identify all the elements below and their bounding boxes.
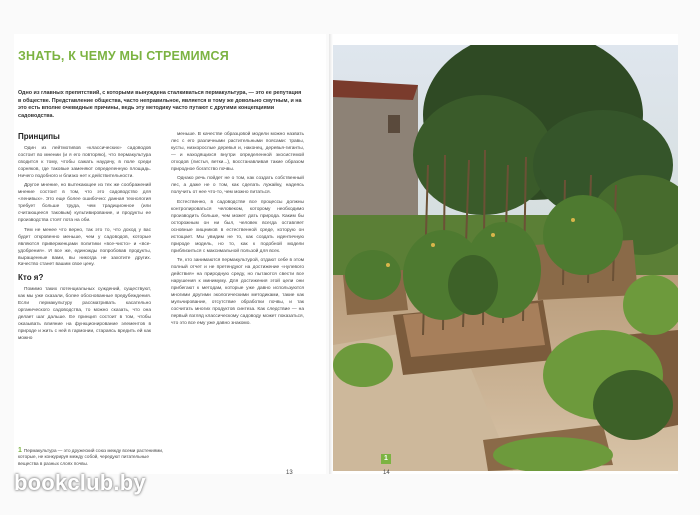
text-column-2 xyxy=(171,132,304,330)
footnote-marker: 1 xyxy=(18,447,22,454)
paragraph: Тем не менее что верно, так это то, что доход у вас будет откровенно меньше, чем у садоводов, которые являются приверженцами политики «все-чисто» и «все-удобрения». И все же, единожды попробовав продукты, выращенные вами, вы никогда не захотите других. Качество станет вашим свое цену. xyxy=(18,227,151,268)
section-heading-principles: Принципы xyxy=(18,132,60,141)
garden-photo xyxy=(333,45,678,471)
left-page xyxy=(14,34,326,474)
page-title: ЗНАТЬ, К ЧЕМУ МЫ СТРЕМИМСЯ xyxy=(18,49,229,63)
paragraph: Помимо таких потенциальных суждений, существуют, как мы уже сказали, более обоснованные предубеждения. Если пермакультуру рассматривать касательно органического садоводства, то можно сказать, что она делает шаг дальше. Ее принцип состоит в том, чтобы оказывать влияние на функционирование элементов в природе и жить с ней в гармонии, стараясь вредить ей как можно xyxy=(18,287,151,341)
garden-illustration xyxy=(333,45,678,471)
paragraph: Другое мнение, но вытекающее из тех же соображений мнение состоит в том, что это садоводство для «ленивых». Это еще более ошибочно: данная технология требует больше труда, чем традиционное (или считающееся таковым) культивирование, и продукты ее производства стоят пота на оби. xyxy=(18,183,151,223)
lead-paragraph: Одно из главных препятствий, с которыми вынуждена сталкиваться пермакультура, — это ее репутация в обществе. Представление общества, часто неправильное, является в тому же довольно смутным, и на это есть вполне очевидные причины, ведь эту методику часто путают с другими концепциями садоводства. xyxy=(18,90,302,119)
paragraph: Те, кто занимаются пермакультурой, отдают себе в этом полный отчет и не претендуют на достижение «нулевого действия» на природную среду, но пытаются свести все нарушения к минимуму. Для достижения этой цели они прибегают к методам, которые уже давно используются многими другими экологическими методиками, такие как мульчирование, отсутствие обработки почвы, и так сосчитать многих продуктов синтеза. Как следствие — на первый взгляд классическому садоводу может показаться, что это все ему уже давно знакомо. xyxy=(171,258,304,326)
paragraph: Однако речь пойдет не о том, как создать собственный лес, а даже не о том, как сделать лужайку, надеясь получить от нее что-то, чем можно питаться. xyxy=(171,176,304,196)
page-number-right: 14 xyxy=(383,470,390,476)
watermark-logo: bookclub.by xyxy=(14,470,146,495)
paragraph: Естественно, в садоводстве все процессы должны контролироваться человеком, которому необходимо производить больше, чем может дать природа. Каким бы осторожным он ни был, человек всегда оставляет основные хищников в естественной среде, которую он истощает. Мы увидим не то, как создать идентичную природе модель, но то, как к подобной модели приблизиться с максимальной пользой для всех. xyxy=(171,200,304,254)
text-column-1 xyxy=(18,132,151,345)
paragraph: Один из лейтмотивов «классических» садоводов состоит во мнении (и я его повторяю), что пермакультура сводится к тому, чтобы сажать наудачу, в поле среди сорняков, где таковые заменяют определенную площадь. Ничего подобного и близко нет к действительности. xyxy=(18,145,151,179)
footnote-text: Пермакультура — это дружеский союз между всеми растениями, которые, не конкурируя между собой, чередуют питательные вещества в разных слоях почвы. xyxy=(18,448,164,466)
photo-badge: 1 xyxy=(381,454,391,464)
footnote xyxy=(18,448,168,467)
section-heading-who: Кто я? xyxy=(18,273,44,283)
page-number-left: 13 xyxy=(286,470,293,476)
paragraph: меньше. В качестве образцовой модели можно назвать лес с его различными растительными поясами: травы, кусты, низкорослые деревья и, наконец, деревья-гиганты, — и находящихся внутри определенной экосистемой отходов (листья, ветки...), восстанавливая такие образом природное богатство почвы. xyxy=(171,132,304,172)
right-page xyxy=(333,34,678,474)
